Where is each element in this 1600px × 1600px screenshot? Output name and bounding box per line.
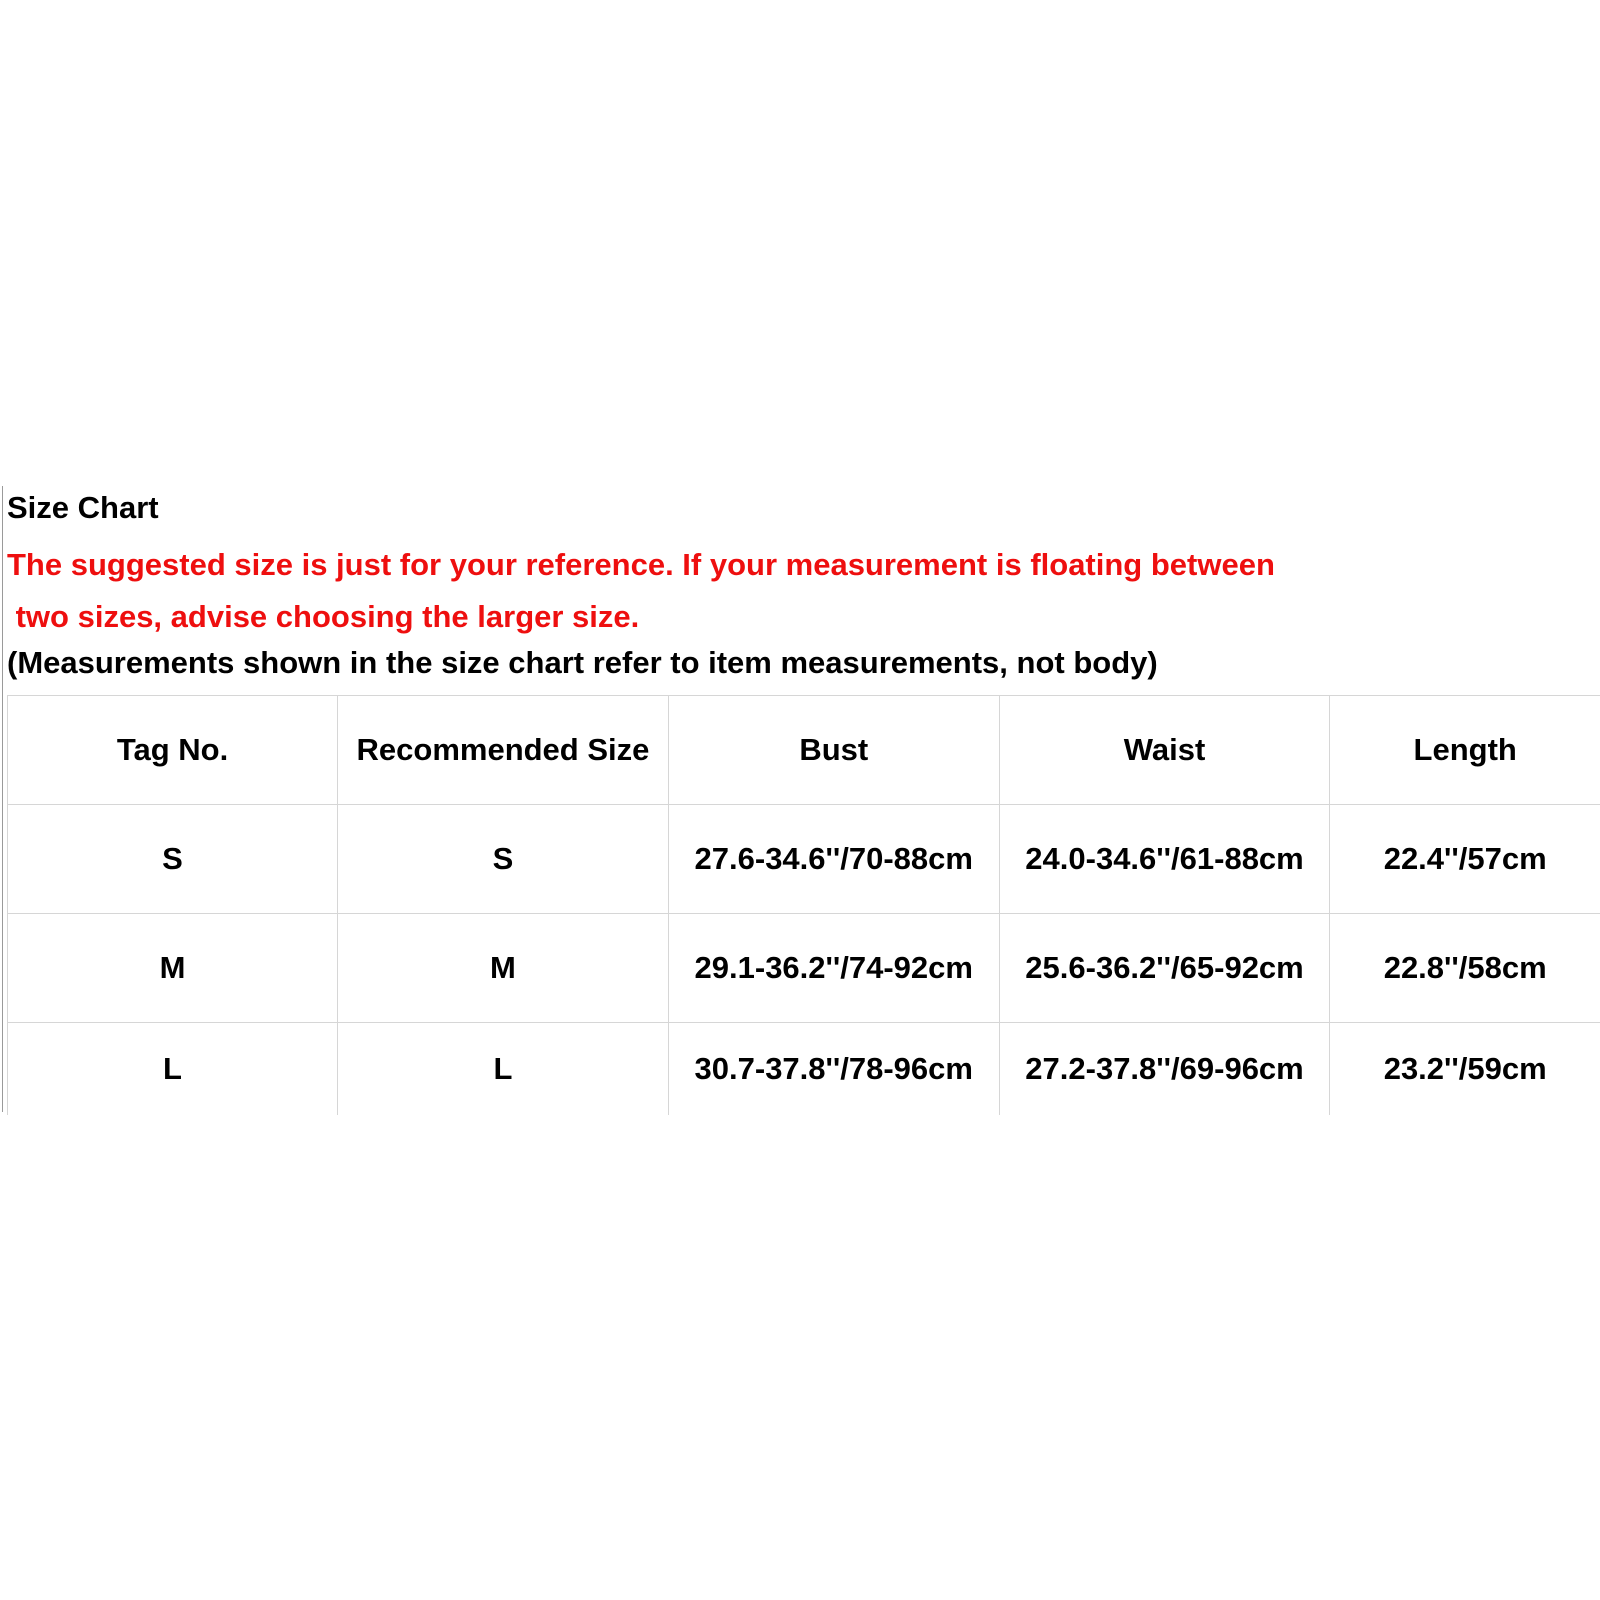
left-border-line — [2, 486, 3, 1112]
table-header-row — [8, 696, 1600, 805]
table-row — [8, 805, 1600, 914]
cell-waist: 25.6-36.2''/65-92cm — [999, 914, 1330, 1023]
cell-tag-no: M — [8, 914, 338, 1023]
cell-waist: 27.2-37.8''/69-96cm — [999, 1023, 1330, 1116]
size-advice-notice — [7, 539, 1275, 643]
cell-recommended-size: L — [338, 1023, 669, 1116]
cell-length: 23.2''/59cm — [1330, 1023, 1600, 1116]
cell-tag-no: S — [8, 805, 338, 914]
cell-bust: 30.7-37.8''/78-96cm — [668, 1023, 999, 1116]
cell-waist: 24.0-34.6''/61-88cm — [999, 805, 1330, 914]
header-bust: Bust — [668, 696, 999, 805]
cell-recommended-size: M — [338, 914, 669, 1023]
size-chart-table — [7, 695, 1600, 1115]
header-waist: Waist — [999, 696, 1330, 805]
cell-tag-no: L — [8, 1023, 338, 1116]
table-row — [8, 914, 1600, 1023]
page-title: Size Chart — [7, 490, 159, 525]
header-length: Length — [1330, 696, 1600, 805]
notice-line-1: The suggested size is just for your reference. If your measurement is floating between — [7, 547, 1275, 582]
cell-bust: 27.6-34.6''/70-88cm — [668, 805, 999, 914]
header-recommended-size: Recommended Size — [338, 696, 669, 805]
cell-bust: 29.1-36.2''/74-92cm — [668, 914, 999, 1023]
cell-recommended-size: S — [338, 805, 669, 914]
cell-length: 22.8''/58cm — [1330, 914, 1600, 1023]
measurement-note: (Measurements shown in the size chart refer to item measurements, not body) — [7, 645, 1158, 680]
cell-length: 22.4''/57cm — [1330, 805, 1600, 914]
header-tag-no: Tag No. — [8, 696, 338, 805]
table-row — [8, 1023, 1600, 1116]
notice-line-2: two sizes, advise choosing the larger size. — [7, 599, 640, 634]
